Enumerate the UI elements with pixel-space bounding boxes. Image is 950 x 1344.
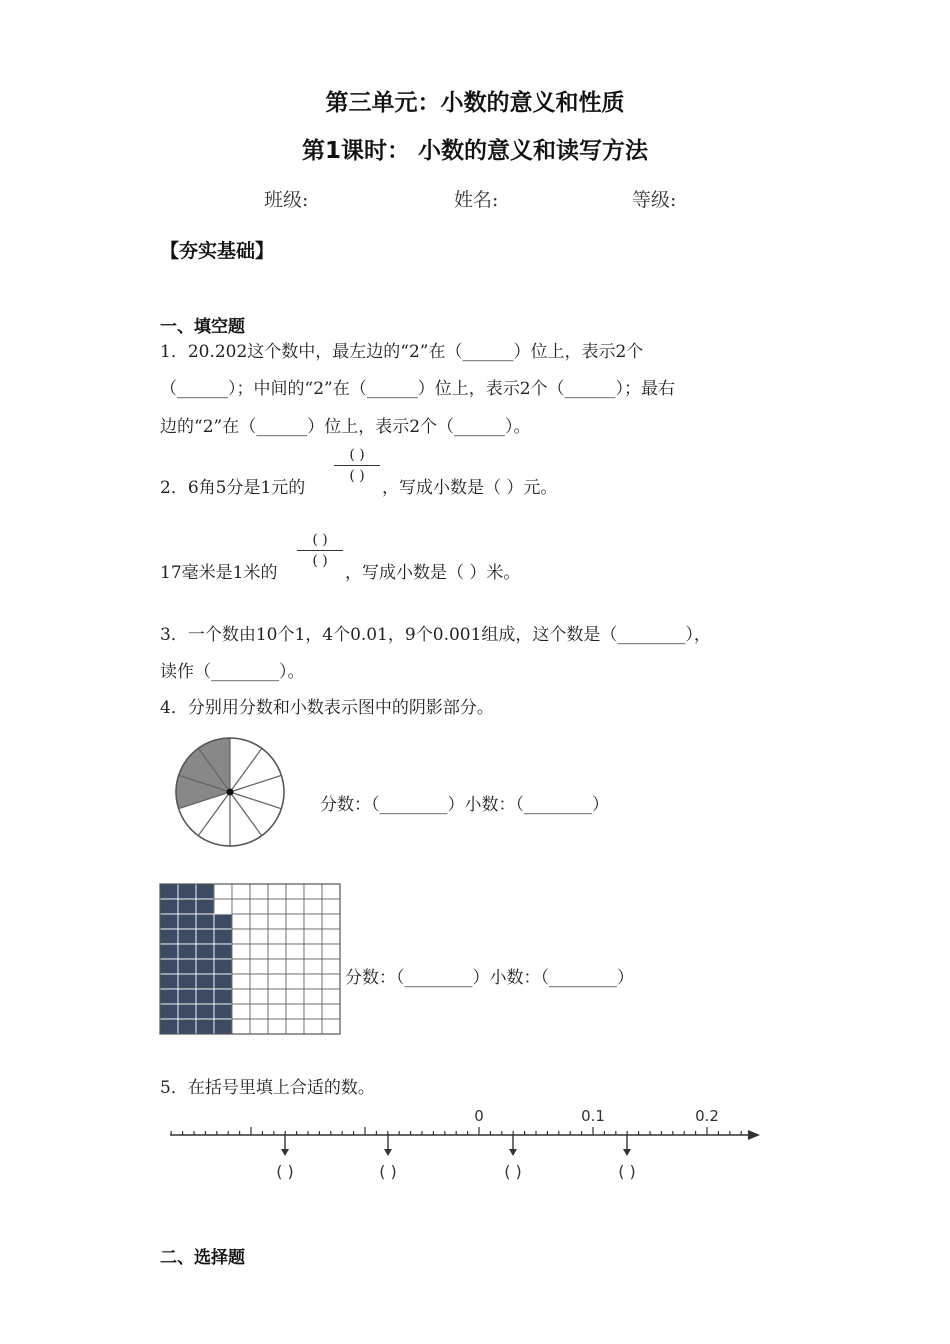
number-line-arrow <box>748 1130 760 1140</box>
number-line-label-0: 0 <box>474 1107 484 1125</box>
grid-cell <box>250 1019 268 1034</box>
grid-cell <box>268 959 286 974</box>
grid-cell <box>304 899 322 914</box>
grid-cell <box>178 989 196 1004</box>
grid-cell <box>196 1019 214 1034</box>
grid-cell <box>178 899 196 914</box>
grid-cell <box>214 929 232 944</box>
grid-cell <box>322 914 340 929</box>
q3-line1: 3．一个数由10个1，4个0.01，9个0.001组成，这个数是（________）， <box>160 625 711 645</box>
q2a-fraction-denominator: ( ) <box>349 468 365 484</box>
grid-cell <box>322 1019 340 1034</box>
q2b-fraction <box>297 532 343 569</box>
grid-cell <box>286 899 304 914</box>
grid-cell <box>160 974 178 989</box>
grid-cell <box>286 989 304 1004</box>
grid-cell <box>268 989 286 1004</box>
q1-line3: 边的“2”在（______）位上，表示2个（______）。 <box>160 417 531 437</box>
grid-cell <box>196 944 214 959</box>
grid-cell <box>286 914 304 929</box>
grid-cell <box>268 929 286 944</box>
grid-cell <box>160 929 178 944</box>
grid-cell <box>160 989 178 1004</box>
part1-heading: 一、填空题 <box>160 317 245 337</box>
grid-cell <box>196 914 214 929</box>
grid-cell <box>178 884 196 899</box>
number-line <box>165 1100 765 1190</box>
grid-cell <box>250 1004 268 1019</box>
grid-cell <box>232 1004 250 1019</box>
q2a-fraction <box>334 447 380 484</box>
grid-cell <box>232 899 250 914</box>
grid-cell <box>322 929 340 944</box>
q4-circle-answer: 分数：（________）小数：（________） <box>320 795 609 815</box>
grid-cell <box>286 1004 304 1019</box>
grid-cell <box>214 899 232 914</box>
grid-cell <box>304 1019 322 1034</box>
grid-cell <box>232 989 250 1004</box>
pointer-arrow-4 <box>623 1135 631 1156</box>
grid-cell <box>268 1004 286 1019</box>
grid-figure <box>159 883 343 1035</box>
grid-cell <box>214 914 232 929</box>
grid-cell <box>268 944 286 959</box>
number-line-label-0.2: 0.2 <box>695 1107 719 1125</box>
pointer-arrow-2 <box>384 1135 392 1156</box>
q2b-fraction-numerator: ( ) <box>312 532 328 548</box>
grid-cell <box>232 974 250 989</box>
grid-cell <box>178 944 196 959</box>
grid-cell <box>214 884 232 899</box>
grid-cell <box>304 944 322 959</box>
grid-cell <box>268 899 286 914</box>
grid-cell <box>232 959 250 974</box>
grid-cell <box>250 989 268 1004</box>
grid-cell <box>322 899 340 914</box>
q2b-suffix: ，写成小数是（ ）米。 <box>345 563 521 583</box>
answer-blank-3[interactable]: ( ) <box>504 1162 522 1181</box>
grid-cell <box>196 959 214 974</box>
grid-cell <box>196 989 214 1004</box>
grid-cell <box>196 899 214 914</box>
grid-cell <box>160 1019 178 1034</box>
pointer-arrow-3 <box>509 1135 517 1156</box>
grid-cell <box>160 944 178 959</box>
grid-cell <box>304 884 322 899</box>
q5-text: 5．在括号里填上合适的数。 <box>160 1078 375 1098</box>
grid-cell <box>232 884 250 899</box>
answer-blank-1[interactable]: ( ) <box>276 1162 294 1181</box>
q1-line1: 1．20.202这个数中，最左边的“2”在（______）位上，表示2个 <box>160 342 644 362</box>
q3-line2: 读作（________）。 <box>160 662 305 682</box>
grid-cell <box>322 944 340 959</box>
unit-title: 第三单元：小数的意义和性质 <box>325 90 625 116</box>
grid-cell <box>322 884 340 899</box>
grid-cell <box>322 959 340 974</box>
grid-cell <box>196 929 214 944</box>
q1-line2: （______）；中间的“2”在（______）位上，表示2个（______）；最右 <box>160 379 676 399</box>
grid-cell <box>232 914 250 929</box>
grid-cell <box>250 914 268 929</box>
grid-cell <box>250 884 268 899</box>
grid-cell <box>250 944 268 959</box>
grid-cell <box>304 959 322 974</box>
grade-label: 等级: <box>632 189 677 211</box>
circle-center-dot <box>227 789 234 796</box>
grid-cell <box>160 914 178 929</box>
grid-cell <box>214 944 232 959</box>
number-line-label-0.1: 0.1 <box>581 1107 605 1125</box>
grid-cell <box>322 989 340 1004</box>
grid-cell <box>160 899 178 914</box>
grid-cell <box>178 974 196 989</box>
grid-cell <box>304 974 322 989</box>
grid-cell <box>160 884 178 899</box>
grid-cell <box>304 989 322 1004</box>
grid-cell <box>214 974 232 989</box>
grid-cell <box>286 944 304 959</box>
class-label: 班级: <box>264 189 309 211</box>
grid-cell <box>232 944 250 959</box>
grid-cell <box>214 959 232 974</box>
grid-cell <box>178 929 196 944</box>
name-label: 姓名: <box>454 189 499 211</box>
section-basic: 【夯实基础】 <box>160 240 275 262</box>
grid-cell <box>250 974 268 989</box>
grid-cell <box>160 959 178 974</box>
grid-cell <box>178 914 196 929</box>
grid-cell <box>214 989 232 1004</box>
grid-cell <box>196 1004 214 1019</box>
grid-cell <box>268 884 286 899</box>
q2a-fraction-bar <box>334 465 380 466</box>
q4-grid-answer: 分数：（________）小数：（________） <box>345 968 634 988</box>
grid-cell <box>286 1019 304 1034</box>
grid-cell <box>214 1004 232 1019</box>
grid-cell <box>286 929 304 944</box>
grid-cell <box>214 1019 232 1034</box>
grid-cell <box>268 974 286 989</box>
grid-cell <box>178 1004 196 1019</box>
q2a-fraction-numerator: ( ) <box>349 447 365 463</box>
grid-cell <box>268 914 286 929</box>
q4-text: 4．分别用分数和小数表示图中的阴影部分。 <box>160 698 494 718</box>
lesson-title: 第1课时： 小数的意义和读写方法 <box>301 138 648 164</box>
grid-cell <box>232 929 250 944</box>
grid-cell <box>160 1004 178 1019</box>
grid-cell <box>286 884 304 899</box>
q2a-prefix: 2．6角5分是1元的 <box>160 478 306 498</box>
q2b-fraction-bar <box>297 550 343 551</box>
grid-cell <box>250 959 268 974</box>
pointer-arrow-1 <box>281 1135 289 1156</box>
grid-cell <box>286 959 304 974</box>
circle-figure <box>170 732 290 852</box>
answer-blank-2[interactable]: ( ) <box>379 1162 397 1181</box>
q2b-prefix: 17毫米是1米的 <box>160 563 278 583</box>
grid-cell <box>322 1004 340 1019</box>
grid-cell <box>304 914 322 929</box>
part2-heading: 二、选择题 <box>160 1248 245 1268</box>
grid-cell <box>286 974 304 989</box>
grid-cell <box>304 929 322 944</box>
grid-cell <box>322 974 340 989</box>
grid-cell <box>304 1004 322 1019</box>
q2b-fraction-denominator: ( ) <box>312 553 328 569</box>
grid-cell <box>196 974 214 989</box>
grid-cell <box>232 1019 250 1034</box>
grid-cell <box>268 1019 286 1034</box>
grid-cell <box>250 929 268 944</box>
grid-cell <box>250 899 268 914</box>
grid-cell <box>178 1019 196 1034</box>
answer-blank-4[interactable]: ( ) <box>618 1162 636 1181</box>
grid-cell <box>178 959 196 974</box>
q2a-suffix: ，写成小数是（ ）元。 <box>382 478 558 498</box>
grid-cell <box>196 884 214 899</box>
